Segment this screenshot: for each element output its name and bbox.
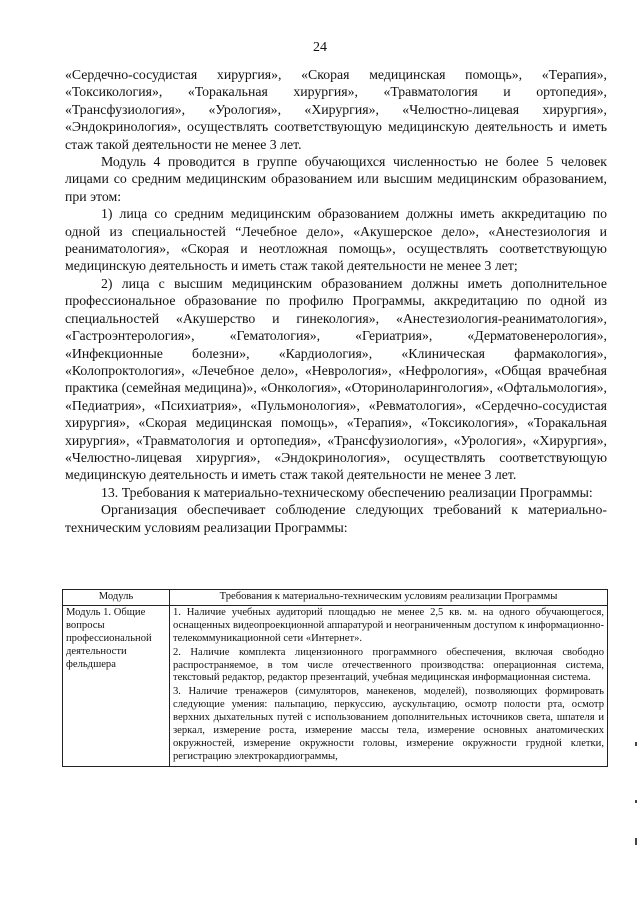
table-header-row [63,590,608,606]
module-cell: Модуль 1. Общие вопросы профессиональной деятельности фельдшера [63,605,170,766]
paragraph-secondary-education: 1) лица со средним медицинским образованием должны иметь аккредитацию по одной из специальностей “Лечебное дело», «Акушерское дело», «Анестезиология и реаниматология», «Скорая и неотложная помощь», осуществлять соответствующую медицинскую деятельность и иметь стаж такой деятельности не менее 3 лет; [65,206,607,274]
paragraph-organization: Организация обеспечивает соблюдение следующих требований к материально-техническим условиям реализации Программы: [65,502,607,535]
requirement-item: 2. Наличие комплекта лицензионного программного обеспечения, включая свободно распространяемое, в том числе отечественного производства: операционная система, текстовый редактор, редактор презентаций, учебная медицинская информационная система. [173,646,604,684]
table-row [63,605,608,766]
requirement-item: 3. Наличие тренажеров (симуляторов, манекенов, моделей), позволяющих формировать следующие умения: пальпацию, перкуссию, аускультацию, осмотр полости рта, осмотр верхних дыхательных путей с использованием дополнительных источников света, шпателя и зеркал, измерение роста, измерение массы тела, измерение основных анатомических окружностей, измерение окружности головы, измерение окружности грудной клетки, регистрацию электрокардиограммы, [173,686,604,762]
scan-mark [635,838,637,845]
requirements-table [62,589,608,767]
scan-mark [635,800,637,803]
section-heading-13: 13. Требования к материально-техническому обеспечению реализации Программы: [101,484,593,500]
paragraph-higher-education: 2) лица с высшим медицинским образованием должны иметь дополнительное профессиональное образование по профилю Программы, аккредитацию по одной из специальностей «Акушерство и гинекология», «Анестезиология-реаниматология», «Гастроэнтерология», «Гематология», «Гериатрия», «Дерматовенерология», «Инфекционные болезни», «Кардиология», «Клиническая фармакология», «Колопроктология», «Лечебное дело», «Неврология», «Нефрология», «Общая врачебная практика (семейная медицина)», «Онкология», «Оториноларингология», «Офтальмология», «Педиатрия», «Психиатрия», «Пульмонология», «Ревматология», «Сердечно-сосудистая хирургия», «Скорая медицинская помощь», «Терапия», «Токсикология», «Торакальная хирургия», «Травматология и ортопедия», «Трансфузиология», «Урология», «Хирургия», «Челюстно-лицевая хирургия», «Эндокринология», осуществлять соответствующую медицинскую деятельность и иметь стаж такой деятельности не менее 3 лет. [65,275,607,483]
paragraph-specialties-continued: «Сердечно-сосудистая хирургия», «Скорая медицинская помощь», «Терапия», «Токсикология», «Торакальная хирургия», «Травматология и ортопедия», «Трансфузиология», «Урология», «Хирургия», «Челюстно-лицевая хирургия», «Эндокринология», осуществлять соответствующую медицинскую деятельность и иметь стаж такой деятельности не менее 3 лет. [65,67,607,152]
header-module: Модуль [63,590,170,606]
header-requirements: Требования к материально-техническим условиям реализации Программы [170,590,608,606]
page-number: 24 [313,40,327,55]
paragraph-module-4: Модуль 4 проводится в группе обучающихся численностью не более 5 человек лицами со средним медицинским образованием или высшим медицинским образованием, при этом: [65,154,607,204]
requirement-item: 1. Наличие учебных аудиторий площадью не менее 2,5 кв. м. на одного обучающегося, оснащенных видеопроекционной аппаратурой и неограниченным доступом к информационно-телекоммуникационной сети «Интернет». [173,606,604,644]
scan-mark [635,742,637,746]
requirements-cell [170,605,608,766]
document-body [65,66,607,536]
